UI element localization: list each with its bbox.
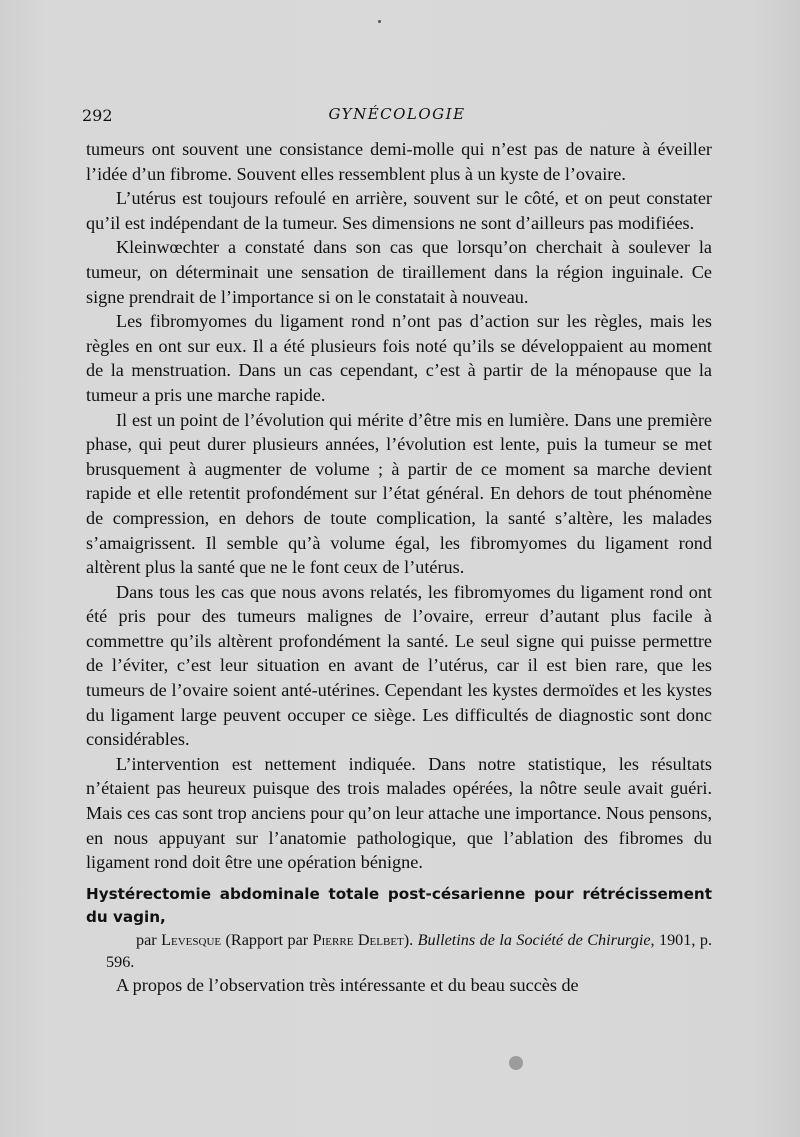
paragraph-continuation: tumeurs ont souvent une consistance demi-molle qui n’est pas de nature à éveiller l’idée d’un fibrome. Souvent elles ressemblent plus à un kyste de l’ovaire. (86, 139, 712, 184)
ornament-mark (509, 1056, 523, 1070)
paragraph-evolution: Il est un point de l’évolution qui mérite d’être mis en lumière. Dans une première phase, qui peut durer plusieurs années, l’évolution est lente, puis la tumeur se met brusquement à augmenter de volume ; à partir de ce moment sa marche devient rapide et elle retentit profondément sur l’état général. En dehors de tout phénomène de compression, en dehors de toute complication, la santé s’altère, les malades s’amaigrissent. Il semble qu’à volume égal, les fibromyomes du ligament rond altèrent plus la santé que ne le font ceux de l’utérus. (86, 409, 712, 578)
body-text (86, 137, 712, 997)
citation-author: Levesque (161, 930, 222, 949)
print-speck (378, 20, 381, 23)
citation (86, 929, 712, 973)
section-title: Hystérectomie abdominale totale post-césarienne pour rétrécissement du vagin, (86, 884, 712, 926)
paragraph-menstruation: Les fibromyomes du ligament rond n’ont pas d’action sur les règles, mais les règles en ont sur eux. Il a été plusieurs fois noté qu’ils se développaient au moment de la menstruation. Dans un cas cependant, c’est à partir de la ménopause que la tumeur a pris une marche rapide. (86, 311, 712, 405)
citation-report-open: (Rapport par (221, 930, 313, 949)
citation-rapporteur: Pierre Delbet (312, 930, 404, 949)
running-head: GYNÉCOLOGIE (328, 105, 466, 123)
citation-report-close: ). (403, 930, 418, 949)
paragraph-uterus: L’utérus est toujours refoulé en arrière, souvent sur le côté, et on peut constater qu’il est indépendant de la tumeur. Ses dimensions ne sont d’ailleurs pas modifiées. (86, 188, 712, 233)
paragraph-final: A propos de l’observation très intéressante et du beau succès de (116, 974, 579, 995)
citation-journal: Bulletins de la Société de Chirurgie, (417, 930, 655, 949)
paragraph-kleinwoechter: Kleinwœchter a constaté dans son cas que lorsqu’on cherchait à soulever la tumeur, on déterminait une sensation de tiraillement dans la région inguinale. Ce signe prendrait de l’importance si on le constatait à nouveau. (86, 237, 712, 307)
paragraph-intervention: L’intervention est nettement indiquée. Dans notre statistique, les résultats n’étaient pas heureux puisque des trois malades opérées, la nôtre seule avait guéri. Mais ces cas sont trop anciens pour qu’on leur attache une importance. Nous pensons, en nous appuyant sur l’anatomie pathologique, que l’ablation des fibromes du ligament rond doit être une opération bénigne. (86, 753, 712, 873)
page-number: 292 (82, 106, 113, 125)
citation-tail: 1901, p. 596. (106, 930, 712, 971)
citation-prefix: par (136, 930, 162, 949)
paragraph-diagnosis: Dans tous les cas que nous avons relatés, les fibromyomes du ligament rond ont été pris pour des tumeurs malignes de l’ovaire, erreur d’autant plus facile à commettre qu’ils altèrent profondément la santé. Le seul signe qui puisse permettre de l’éviter, c’est leur situation en avant de l’utérus, car il est bien rare, que les tumeurs de l’ovaire soient anté-utérines. Cependant les kystes dermoïdes et les kystes du ligament large peuvent occuper ce siège. Les difficultés de diagnostic sont donc considérables. (86, 581, 712, 750)
page-header (82, 102, 712, 126)
